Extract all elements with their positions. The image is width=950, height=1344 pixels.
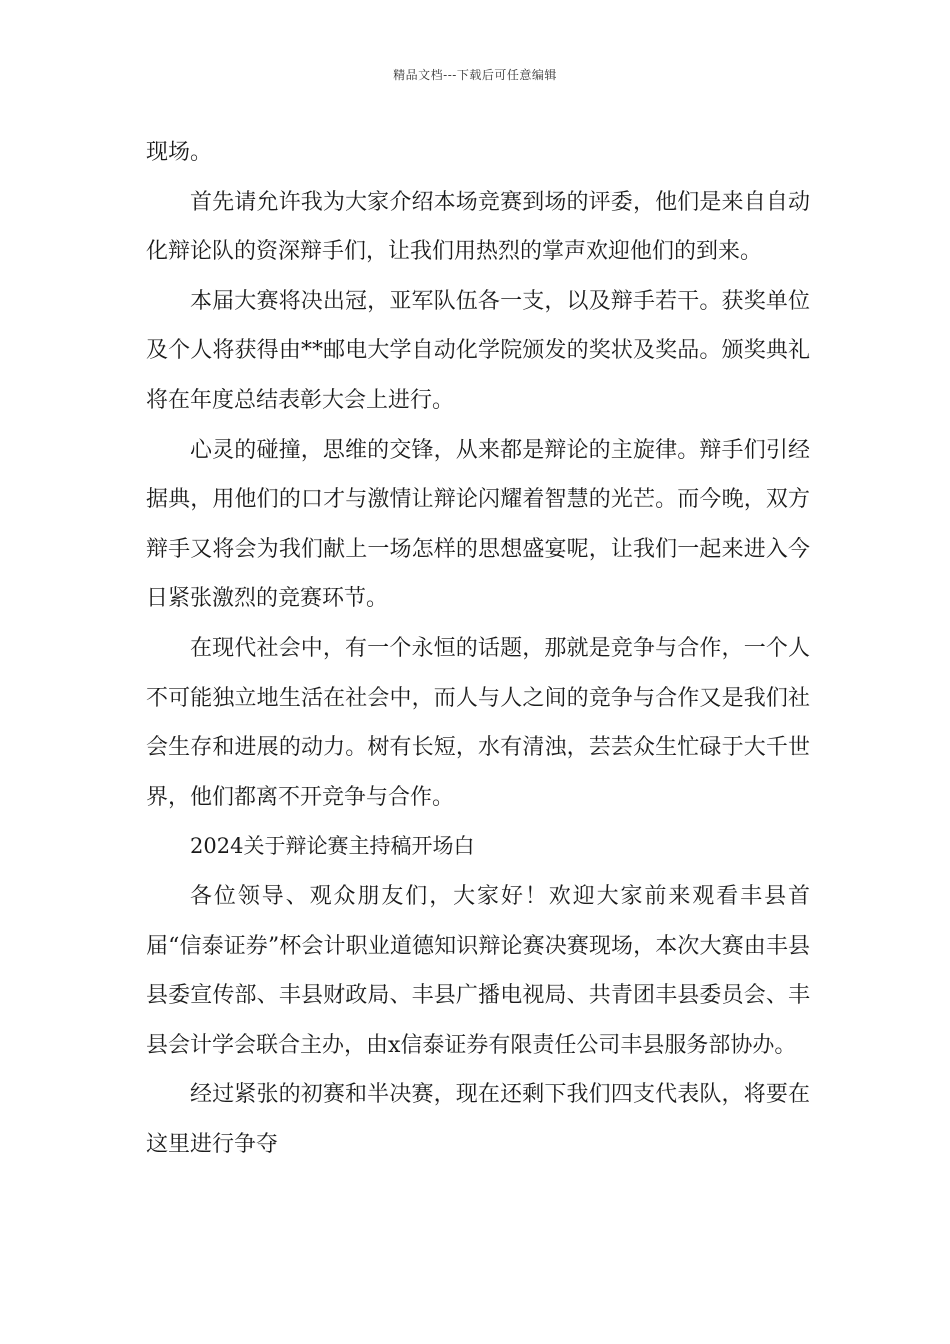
section-title: 2024关于辩论赛主持稿开场白 [190, 834, 475, 859]
paragraph-debate-theme: 心灵的碰撞，思维的交锋，从来都是辩论的主旋律。辩手们引经据典，用他们的口才与激情让辩论闪耀着智慧的光芒。而今晚，双方辩手又将会为我们献上一场怎样的思想盛宴呢，让我们一起来进入今日紧张激烈的竞赛环节。 [146, 437, 810, 612]
paragraph-final-teams: 经过紧张的初赛和半决赛，现在还剩下我们四支代表队，将要在这里进行争夺 [146, 1082, 810, 1157]
page-header: 精品文档---下载后可任意编辑 [393, 68, 557, 82]
document-body [146, 128, 810, 1169]
paragraph-judges-intro: 首先请允许我为大家介绍本场竞赛到场的评委，他们是来自自动化辩论队的资深辩手们，让我们用热烈的掌声欢迎他们的到来。 [146, 189, 810, 265]
paragraph-awards: 本届大赛将决出冠，亚军队伍各一支，以及辩手若干。获奖单位及个人将获得由**邮电大学自动化学院颁发的奖状及奖品。颁奖典礼将在年度总结表彰大会上进行。 [146, 288, 810, 413]
paragraph-continuation: 现场。 [146, 140, 213, 165]
paragraph-competition-cooperation: 在现代社会中，有一个永恒的话题，那就是竞争与合作，一个人不可能独立地生活在社会中，而人与人之间的竞争与合作又是我们社会生存和进展的动力。树有长短，水有清浊，芸芸众生忙碌于大千世界，他们都离不开竞争与合作。 [146, 635, 810, 810]
paragraph-welcome: 各位领导、观众朋友们，大家好！欢迎大家前来观看丰县首届“信泰证券”杯会计职业道德知识辩论赛决赛现场，本次大赛由丰县县委宣传部、丰县财政局、丰县广播电视局、共青团丰县委员会、丰县会计学会联合主办，由x信泰证券有限责任公司丰县服务部协办。 [146, 883, 810, 1058]
